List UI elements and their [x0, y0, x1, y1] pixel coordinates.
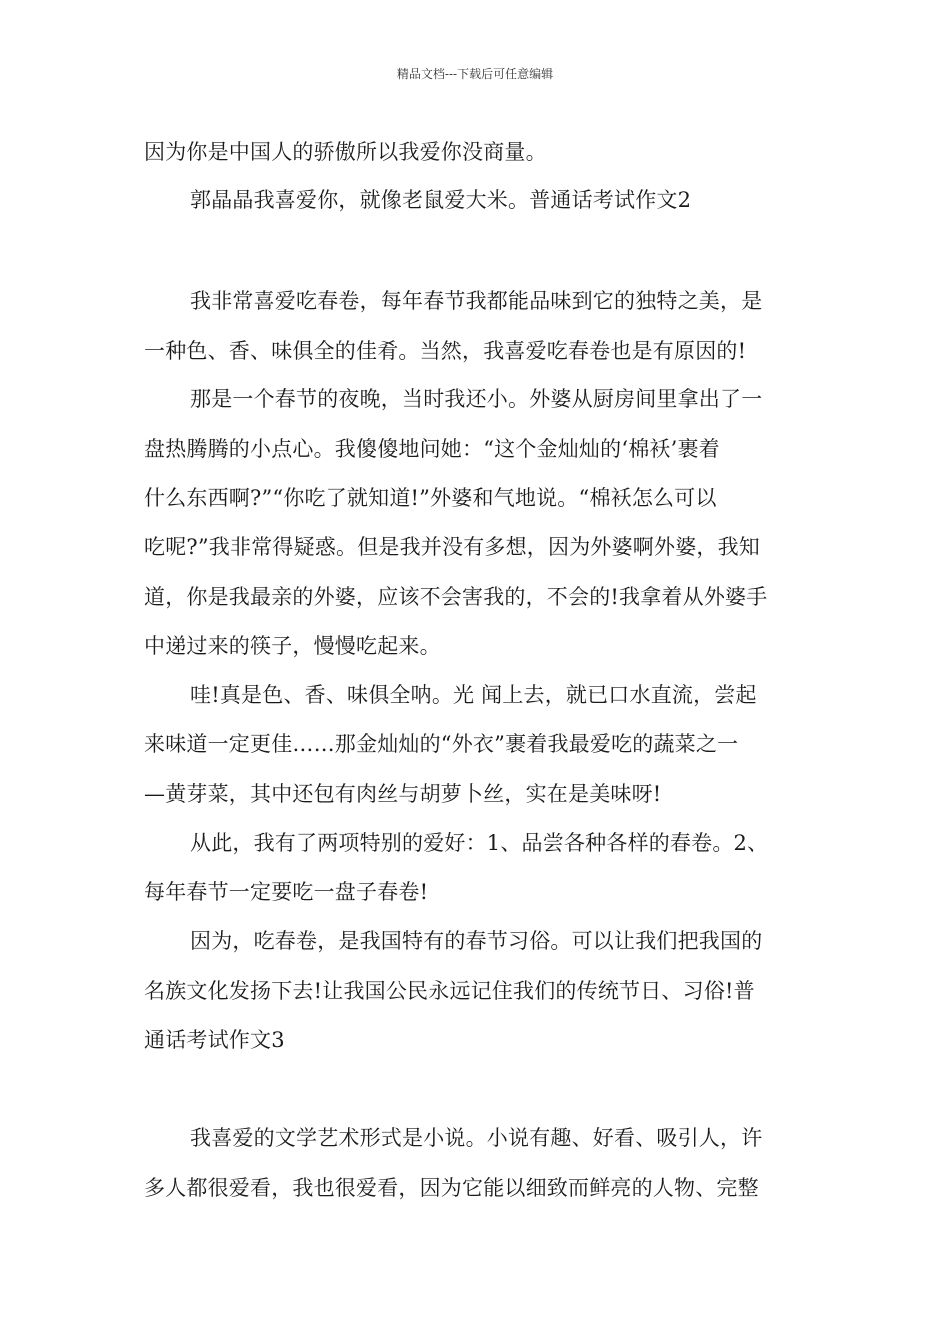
- text-line: 那是一个春节的夜晚，当时我还小。外婆从厨房间里拿出了一: [190, 387, 763, 411]
- text-line: 我喜爱的文学艺术形式是小说。小说有趣、好看、吸引人，许: [190, 1126, 763, 1150]
- text-line: 一种色、香、味俱全的佳肴。当然，我喜爱吃春卷也是有原因的!: [144, 339, 747, 363]
- text-line: 我非常喜爱吃春卷，每年春节我都能品味到它的独特之美，是: [190, 289, 763, 313]
- text-line: 因为，吃春卷，是我国特有的春节习俗。可以让我们把我国的: [190, 929, 763, 953]
- text-line: —黄芽菜，其中还包有肉丝与胡萝卜丝，实在是美味呀!: [144, 782, 662, 806]
- text-line: 多人都很爱看，我也很爱看，因为它能以细致而鲜亮的人物、完整: [144, 1176, 759, 1200]
- text-line: 因为你是中国人的骄傲所以我爱你没商量。: [144, 140, 547, 164]
- text-line: 来味道一定更佳……那金灿灿的“外衣”裹着我最爱吃的蔬菜之一: [144, 732, 739, 756]
- text-line: 通话考试作文3: [144, 1028, 285, 1052]
- text-line: 什么东西啊?”“你吃了就知道!”外婆和气地说。“棉袄怎么可以: [144, 486, 717, 510]
- text-line: 每年春节一定要吃一盘子春卷!: [144, 880, 429, 904]
- text-line: 名族文化发扬下去!让我国公民永远记住我们的传统节日、习俗!普: [144, 979, 755, 1003]
- text-line: 道，你是我最亲的外婆，应该不会害我的，不会的!我拿着从外婆手: [144, 585, 768, 609]
- text-line: 哇!真是色、香、味俱全呐。光 闻上去，就已口水直流，尝起: [190, 683, 757, 707]
- text-line: 吃呢?”我非常得疑惑。但是我并没有多想，因为外婆啊外婆，我知: [144, 535, 760, 559]
- text-line: 中递过来的筷子，慢慢吃起来。: [144, 634, 441, 658]
- text-line: 盘热腾腾的小点心。我傻傻地问她：“这个金灿灿的‘棉袄’裹着: [144, 437, 720, 461]
- page-header: 精品文档---下载后可任意编辑: [396, 67, 554, 81]
- text-line: 郭晶晶我喜爱你，就像老鼠爱大米。普通话考试作文2: [190, 188, 692, 212]
- text-line: 从此，我有了两项特别的爱好：1、品尝各种各样的春卷。2、: [190, 831, 769, 855]
